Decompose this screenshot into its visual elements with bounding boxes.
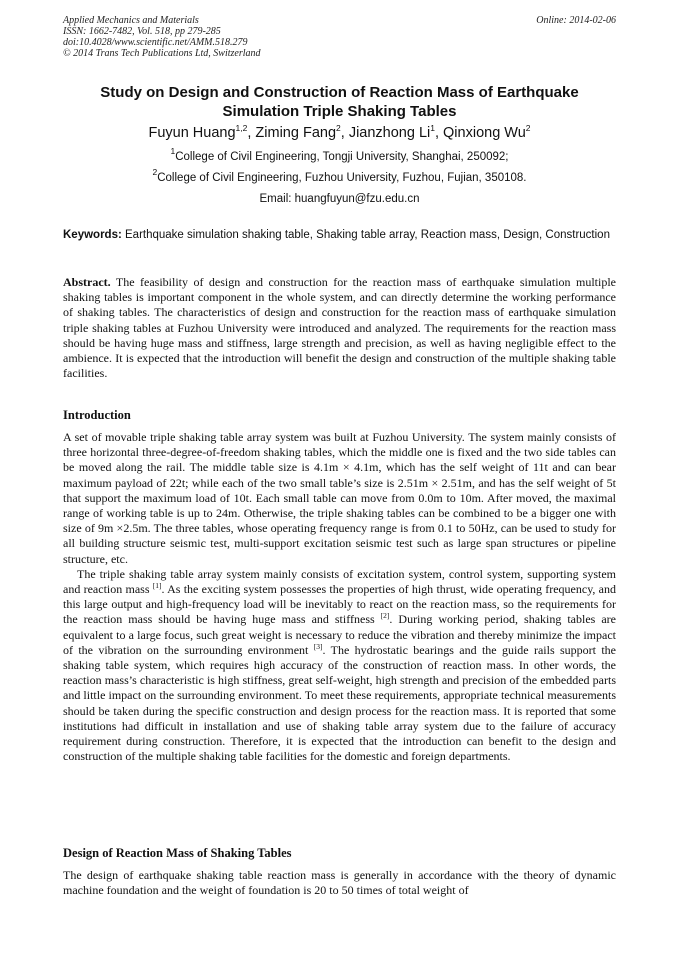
affiliation-1 (63, 146, 616, 164)
author-affil-mark: 2 (525, 123, 531, 133)
doi-line: doi:10.4028/www.scientific.net/AMM.518.279 (63, 37, 248, 48)
affil-mark: 1 (170, 146, 176, 156)
intro-p2-text: The triple shaking table array system mainly consists of excitation system, control system, supporting system and reaction mass (63, 566, 616, 597)
author-affil-mark: 2 (336, 123, 341, 133)
journal-header (63, 15, 616, 59)
intro-p2-text: . During working period, shaking tables are equivalent to a large focus, such great weight is necessary to reduce the vibration and thereby minimize the impact of the vibration on the surrounding environment (63, 612, 616, 657)
intro-paragraph-2 (63, 567, 616, 765)
affil-text: College of Civil Engineering, Tongji University, Shanghai, 250092; (175, 151, 509, 163)
author-name: Ziming Fang (255, 125, 337, 141)
keywords-text: Earthquake simulation shaking table, Shaking table array, Reaction mass, Design, Construction (125, 229, 610, 241)
intro-p2-text: . As the exciting system possesses the properties of high thrust, wide operating frequency, and this large output and high-frequency load will be inevitably to react on the reaction mass, so the requirements for the reaction mass should be having huge mass and stiffness (63, 582, 616, 627)
title-line-2: Simulation Triple Shaking Tables (222, 103, 457, 120)
abstract (63, 275, 616, 381)
citation: [3] (313, 641, 323, 651)
copyright-line: © 2014 Trans Tech Publications Ltd, Switzerland (63, 48, 261, 59)
citation: [2] (380, 611, 390, 621)
author-list (63, 124, 616, 142)
introduction-heading: Introduction (63, 408, 131, 422)
title-line-1: Study on Design and Construction of Reaction Mass of Earthquake (100, 84, 579, 101)
affil-mark: 2 (152, 167, 158, 177)
author-name: Jianzhong Li (348, 125, 431, 141)
abstract-text: The feasibility of design and construction for the reaction mass of earthquake simulation multiple shaking tables is important component in the whole system, and can directly determine the working performance of shaking tables. The characteristics of design and construction for the reaction mass of earthquake simulation triple shaking tables at Fuzhou University were introduced and analyzed. The requirements for the reaction mass should be having huge mass and stiffness, large strength and precision, as well as having negligible effect to the ambience. It is expected that the introduction will benefit the design and construction of the multiple shaking table facilities. (63, 275, 616, 381)
abstract-label: Abstract. (63, 275, 111, 289)
citation: [1] (152, 581, 162, 591)
design-paragraph-1: The design of earthquake shaking table reaction mass is generally in accordance with the theory of dynamic machine foundation and the weight of foundation is 20 to 50 times of total weight of (63, 868, 616, 898)
author-separator: , (340, 125, 349, 141)
author-affil-mark: 1 (430, 123, 435, 133)
author-name: Fuyun Huang (148, 125, 236, 141)
email-line: Email: huangfuyun@fzu.edu.cn (259, 193, 420, 205)
author-separator: , (247, 125, 256, 141)
design-body (63, 868, 616, 898)
keywords-label: Keywords: (63, 229, 122, 241)
intro-p2-text: . The hydrostatic bearings and the guide rails support the shaking table system, which requires high accuracy of the construction of reaction mass. In other words, the reaction mass’s characteristic is high stiffness, great self-weight, high strength and precision of the embedded parts and little impact on the surrounding environment. To meet these requirements, appropriate technical measurements should be taken during the specific construction and design process for the reaction mass. It is reported that some institutions had difficult in installation and use of shaking table array system due to the failure of accuracy requirement during construction. Therefore, it is expected that the introduction can benefit to the design and construction of the multiple shaking table facilities for the domestic and foreign departments. (63, 642, 616, 764)
journal-name: Applied Mechanics and Materials (63, 15, 199, 26)
paper-title (63, 83, 616, 121)
author-separator: , (434, 125, 444, 141)
design-heading: Design of Reaction Mass of Shaking Tables (63, 846, 292, 860)
keywords (63, 228, 616, 242)
intro-paragraph-1: A set of movable triple shaking table array system was built at Fuzhou University. The system mainly consists of three horizontal three-degree-of-freedom shaking tables, which the middle one is fixed and the two side tables can be moved along the rail. The middle table size is 4.1m × 4.1m, which has the self weight of 11t and can bear maximum payload of 22t; while each of the two small table’s size is 2.51m × 2.51m, and has the self weight of 5t that support the maximum load of 10t. Each small table can move from 0.0m to 10m. After moved, the maximal range of working table is up to 24m. Otherwise, the triple shaking tables can be combined to be a bigger one with size of 9m ×2.5m. The three tables, whose operating frequency range is from 0.1 to 50Hz, can be used to study for all building structure seismic test, multi-support excitation seismic test such as large span structures or pipeline structure, etc. (63, 430, 616, 566)
issn-line: ISSN: 1662-7482, Vol. 518, pp 279-285 (63, 26, 221, 37)
author-affil-mark: 1,2 (235, 123, 248, 133)
affiliation-2 (63, 167, 616, 185)
affil-text: College of Civil Engineering, Fuzhou University, Fuzhou, Fujian, 350108. (157, 172, 527, 184)
author-name: Qinxiong Wu (443, 125, 526, 141)
online-date: Online: 2014-02-06 (536, 15, 616, 26)
introduction-body (63, 430, 616, 764)
